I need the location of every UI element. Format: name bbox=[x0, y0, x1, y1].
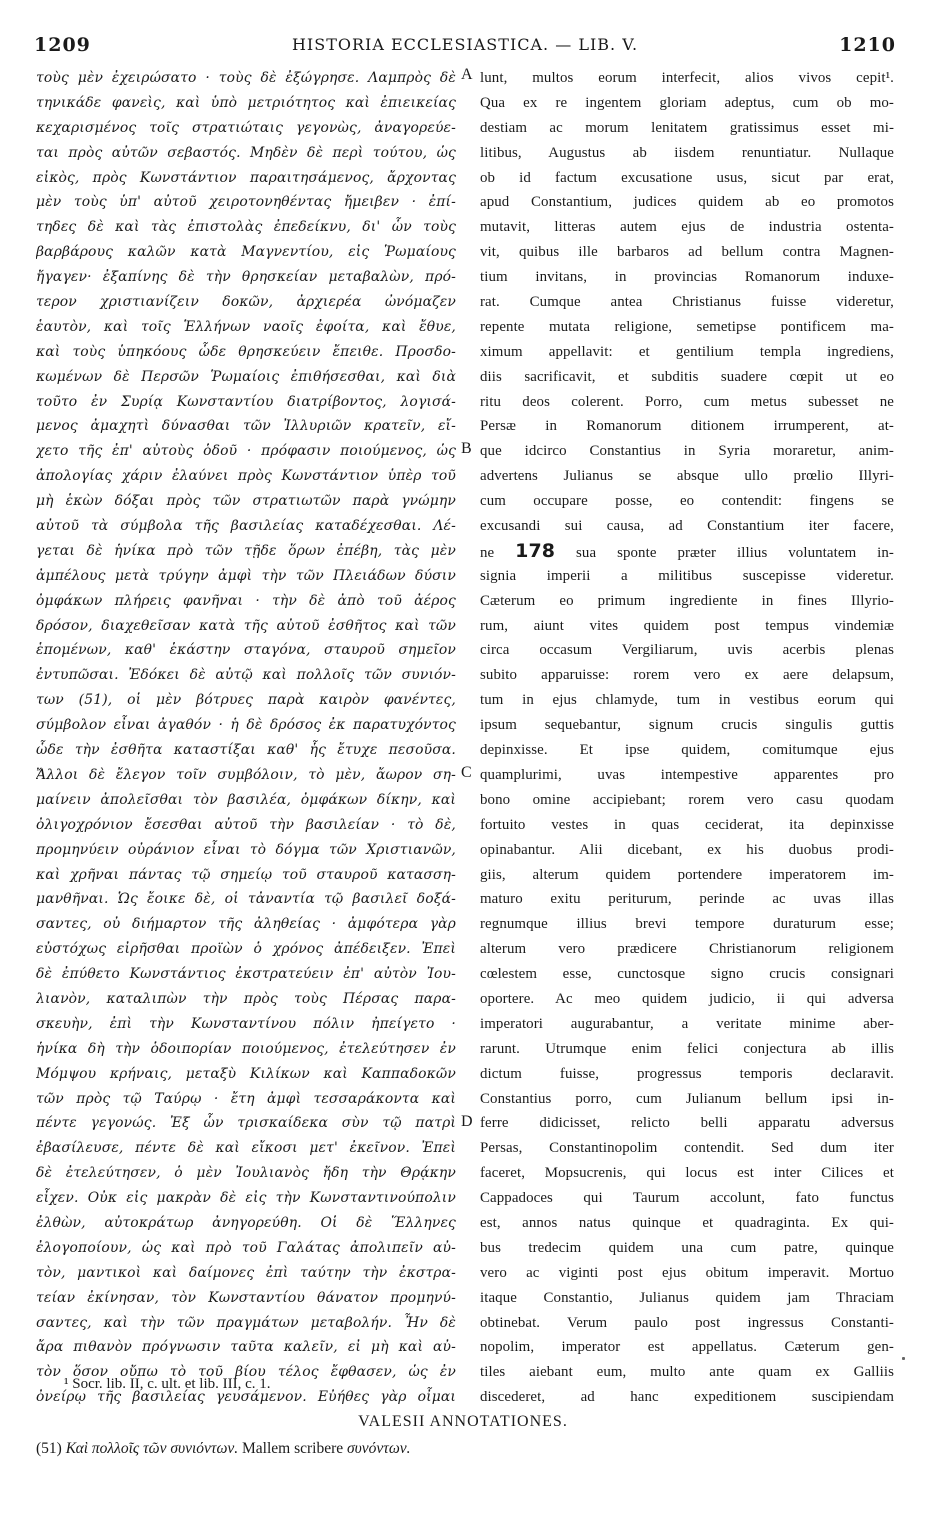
page-header bbox=[34, 34, 896, 58]
greek-line: τείαν ἐκίνησαν, τὸν Κωνσταντίου θάνατον προμηνύ- bbox=[36, 1289, 456, 1306]
footnote: ¹ Socr. lib. II, c. ult. et lib. III, c. 1. bbox=[64, 1376, 271, 1392]
greek-line: τερον χριστιανίζειν δοκῶν, ἀρχιερέα ὠνόμαζεν bbox=[36, 294, 456, 311]
latin-line: apud Constantium, judices quidem ab eo promotos bbox=[480, 194, 894, 211]
latin-line: vit, quibus ille barbaros ad bellum contra Magnen- bbox=[480, 244, 894, 261]
annotation-entry bbox=[36, 1440, 411, 1458]
latin-line: rarunt. Utrumque enim felici conjectura ab illis bbox=[480, 1040, 894, 1057]
greek-line: ται πρὸς αὐτῶν σεβαστός. Μηδὲν δὲ περὶ τούτου, ὡς bbox=[36, 144, 456, 161]
greek-line: δὲ ἐτελεύτησεν, ὁ μὲν Ἰουλιανὸς ἤδη τὴν Θρᾴκην bbox=[36, 1165, 456, 1182]
left-page-number: 1209 bbox=[34, 34, 91, 56]
latin-line: opinabantur. Alii dicebant, ex his duobus prodi- bbox=[480, 841, 894, 858]
latin-line: signia imperii a militibus suscepisse videretur. bbox=[480, 567, 894, 584]
latin-line: subito apparuisse: rorem vero ex aere delapsum, bbox=[480, 667, 894, 684]
stray-mark bbox=[902, 1357, 905, 1360]
latin-line: Qua ex re ingentem gloriam adeptus, cum ob mo- bbox=[480, 94, 894, 111]
latin-line: destiam ac morum lenitatem gratissimus esset mi- bbox=[480, 119, 894, 136]
greek-line: μανθῆναι. Ὡς ἔοικε δὲ, οἱ τἀναντία τῷ βασιλεῖ δοξά- bbox=[36, 891, 456, 908]
latin-line: Constantius porro, cum Julianum bellum ipsi in- bbox=[480, 1090, 894, 1107]
greek-line: χετο τῆς ἐπ' αὐτοὺς ὁδοῦ · πρόφασιν ποιούμενος, ὡς bbox=[36, 443, 456, 460]
greek-line: σύμβολον εἶναι ἀγαθόν · ἡ δὲ δρόσος ἐκ παρατυχόντος bbox=[36, 717, 456, 734]
latin-line: Persæ in Romanorum ditionem irrumperent, at- bbox=[480, 418, 894, 435]
latin-line: bono omine accipiebant; rorem vero casu quodam bbox=[480, 791, 894, 808]
greek-line: ἄρα πιθανὸν πρόγνωσιν ταῦτα καλεῖν, εἰ μὴ καὶ αὐ- bbox=[36, 1339, 456, 1356]
greek-line: Ἄλλοι δὲ ἔλεγον τοῖν συμβόλοιν, τὸ μὲν, ἄωρον ση- bbox=[36, 766, 456, 783]
greek-line: ἐβασίλευσε, πέντε δὲ καὶ εἴκοσι μετ' ἐκεῖνον. Ἐπεὶ bbox=[36, 1140, 456, 1157]
greek-line: ἐλθὼν, αὐτοκράτωρ ἀνηγορεύθη. Οἱ δὲ Ἕλληνες bbox=[36, 1214, 456, 1231]
latin-line bbox=[480, 539, 894, 564]
greek-line: ἡνίκα δὴ τὴν ὁδοιπορίαν ποιούμενος, ἐτελεύτησεν ἐν bbox=[36, 1040, 456, 1057]
latin-line: ximum appellavit: et gentilium templa ingrediens, bbox=[480, 343, 894, 360]
greek-line: τὸν ὅσον οὔπω τὸ τοῦ βίου τέλος ἔφθασεν, ὡς ἐν bbox=[36, 1364, 456, 1381]
greek-line: ἑπομένων, καθ' ἑκάστην σταγόνα, σταυροῦ σημεῖον bbox=[36, 642, 456, 659]
greek-line: μὲν τοὺς ὑπ' αὐτοῦ χειροτονηθέντας ἤμειβεν · ἐπί- bbox=[36, 194, 456, 211]
right-page-number: 1210 bbox=[839, 34, 896, 56]
greek-line: εἰκὸς, πρὸς Κωνστάντιον παραιτησάμενος, ἄρχοντας bbox=[36, 169, 456, 186]
running-title: HISTORIA ECCLESIASTICA. — LIB. V. bbox=[291, 35, 639, 54]
section-marker-a: A bbox=[461, 66, 473, 83]
greek-line: ἑαυτὸν, καὶ τοῖς Ἑλλήνων ναοῖς ἐφοίτα, καὶ ἔθυε, bbox=[36, 318, 456, 335]
greek-column bbox=[36, 66, 456, 1410]
greek-line: τηδες δὲ καὶ τὰς ἐπιστολὰς ἐπεδείκνυ, δι' ὧν τοὺς bbox=[36, 219, 456, 236]
greek-line: ἀμπέλους μετὰ τρύγην ἀμφὶ τὴν τῶν Πλειάδων δύσιν bbox=[36, 567, 456, 584]
latin-line: excusandi sui causa, ad Constantium iter facere, bbox=[480, 518, 894, 535]
greek-line: τὸν, μαντικοὶ καὶ δαίμονες ἐπὶ ταύτην τὴν ἐκστρα- bbox=[36, 1264, 456, 1281]
greek-line: βαρβάρους καλῶν κατὰ Μαγνεντίου, εἰς Ῥωμαίους bbox=[36, 244, 456, 261]
greek-line: ἤγαγεν· ἐξαπίνης δὲ τὴν θρησκείαν μεταβαλὼν, πρό- bbox=[36, 269, 456, 286]
latin-line: circa occasum Vergiliarum, uvis acerbis plenas bbox=[480, 642, 894, 659]
greek-line: Μόμψου κρήναις, μεταξὺ Κιλίκων καὶ Καππαδοκῶν bbox=[36, 1065, 456, 1082]
greek-line: σαντες, οὐ διήμαρτον τῆς ἀληθείας · ἀμφότερα γὰρ bbox=[36, 916, 456, 933]
latin-line: est, annos natus quinque et quadraginta. Ex qui- bbox=[480, 1214, 894, 1231]
latin-line: vero ac viginti post ejus obitum imperavit. Mortuo bbox=[480, 1264, 894, 1281]
latin-line: quamplurimi, uvas intempestive apparentes pro bbox=[480, 766, 894, 783]
greek-line: ἐντυπῶσαι. Ἐδόκει δὲ αὐτῷ καὶ πολλοῖς τῶν συνιόν- bbox=[36, 667, 456, 684]
latin-line-text-cont: sua sponte præter illius voluntatem in- bbox=[555, 544, 894, 561]
latin-line: tum in ejus chlamyde, tum in vestibus eorum qui bbox=[480, 692, 894, 709]
latin-line: litibus, Augustus ab iisdem renuntiatur. Nullaque bbox=[480, 144, 894, 161]
greek-line: αὐτοῦ τὰ σύμβολα τῆς βασιλείας καταδέχεσθαι. Λέ- bbox=[36, 518, 456, 535]
latin-line: ferre didicisset, relicto belli apparatu adversus bbox=[480, 1115, 894, 1132]
latin-line: rat. Cumque antea Christianus fuisse videretur, bbox=[480, 294, 894, 311]
section-marker-b: B bbox=[461, 440, 472, 457]
greek-line: ὀλιγοχρόνιον ἔσεσθαι αὐτοῦ τὴν βασιλείαν · τὸ δὲ, bbox=[36, 816, 456, 833]
marginal-page-number: 178 bbox=[515, 539, 556, 562]
greek-line: καὶ χρῆναι πάντας τῷ σημείῳ τοῦ σταυροῦ κατασση- bbox=[36, 866, 456, 883]
latin-line: fortuito vestes in quas ceciderat, ita depinxisse bbox=[480, 816, 894, 833]
greek-line: κωμένων δὲ Περσῶν Ῥωμαίοις ἐπιθήσεσθαι, καὶ διὰ bbox=[36, 368, 456, 385]
section-marker-d: D bbox=[461, 1113, 473, 1130]
greek-line: μενος ἀμαχητὶ δύνασθαι τῶν Ἰλλυριῶν κρατεῖν, εἴ- bbox=[36, 418, 456, 435]
latin-line: tium invitans, in provincias Romanorum induxe- bbox=[480, 269, 894, 286]
greek-line: των (51), οἱ μὲν βότρυες παρὰ καιρὸν φανέντες, bbox=[36, 692, 456, 709]
greek-line: δρόσον, διαχεθεῖσαν κατὰ τῆς αὐτοῦ ἐσθῆτος καὶ τῶν bbox=[36, 617, 456, 634]
latin-line-text: ne bbox=[480, 544, 516, 561]
greek-line: δὲ ἐπύθετο Κωνστάντιος ἐκστρατεύειν ἐπ' αὐτὸν Ἰου- bbox=[36, 966, 456, 983]
latin-line: maturo exitu periturum, perinde ac uvas illas bbox=[480, 891, 894, 908]
greek-line: τοὺς μὲν ἐχειρώσατο · τοὺς δὲ ἐξώγρησε. Λαμπρὸς δὲ bbox=[36, 70, 456, 86]
latin-column bbox=[480, 66, 894, 1410]
latin-line: cum occupare posse, eo contendit: fingens se bbox=[480, 493, 894, 510]
greek-line: σκευὴν, ἐπὶ τὴν Κωνσταντίνου πόλιν ἠπείγετο · bbox=[36, 1015, 456, 1032]
latin-line: repente mutata religione, semetipse pontificem ma- bbox=[480, 318, 894, 335]
latin-line: ipsum sequebantur, signum crucis singulis guttis bbox=[480, 717, 894, 734]
greek-line: προμηνύειν οὐράνιον εἶναι τὸ δόγμα τῶν Χριστιανῶν, bbox=[36, 841, 456, 858]
greek-line: πέντε γεγονώς. Ἐξ ὧν τρισκαίδεκα σὺν τῷ πατρὶ bbox=[36, 1115, 456, 1132]
latin-line: discederet, ad hanc expeditionem suscipiendam bbox=[480, 1389, 894, 1406]
greek-line: κεχαρισμένος τοῖς στρατιώταις γεγονὼς, ἀναγορεύε- bbox=[36, 119, 456, 136]
latin-line: diis sacrificavit, et subditis suadere cœpit ut eo bbox=[480, 368, 894, 385]
greek-line: εἶχεν. Οὐκ εἰς μακρὰν δὲ εἰς τὴν Κωνσταντινούπολιν bbox=[36, 1190, 456, 1207]
section-marker-c: C bbox=[461, 764, 472, 781]
greek-line: ἀπολογίας χάριν ἐλαύνει πρὸς Κωνστάντιον ὑπὲρ τοῦ bbox=[36, 468, 456, 485]
latin-line: advertens Julianus se absque ullo prœlio Illyri- bbox=[480, 468, 894, 485]
annotation-greek-lemma: Καὶ πολλοῖς τῶν συνιόντων. bbox=[65, 1440, 239, 1457]
greek-line: τῶν πρὸς τῷ Ταύρῳ · ἔτη ἀμφὶ τεσσαράκοντα καὶ bbox=[36, 1090, 456, 1107]
latin-line: dictum fuisse, progressus temporis declaravit. bbox=[480, 1065, 894, 1082]
greek-line: γεται δὲ ἡνίκα πρὸ τῶν τῇδε ὅρων ἐπέβη, τὰς μὲν bbox=[36, 542, 456, 559]
greek-line: τηνικάδε φανεὶς, καὶ ὑπὸ μετριότητος καὶ ἐπιεικείας bbox=[36, 94, 456, 111]
annotation-number: (51) bbox=[36, 1440, 62, 1457]
latin-line: oportere. Ac meo quidem judicio, ii qui adversa bbox=[480, 990, 894, 1007]
latin-line: itaque Constantio, Julianus quidem jam Thraciam bbox=[480, 1289, 894, 1306]
latin-line: ob id factum excusatione usus, sicut par erat, bbox=[480, 169, 894, 186]
greek-line: ὀμφάκων πλήρεις φανῆναι · τὴν δὲ ἀπὸ τοῦ ἀέρος bbox=[36, 592, 456, 609]
greek-line: λιανὸν, καταλιπὼν τὴν πρὸς τοὺς Πέρσας παρα- bbox=[36, 990, 456, 1007]
annotations-heading: VALESII ANNOTATIONES. bbox=[358, 1413, 568, 1430]
latin-line: giis, alterum quidem portendere imperatorem im- bbox=[480, 866, 894, 883]
greek-line: εὐστόχως εἰρῆσθαι προϊὼν ὁ χρόνος ἀπέδειξεν. Ἐπεὶ bbox=[36, 941, 456, 958]
latin-line: alterum vero prædicere Christianorum religionem bbox=[480, 941, 894, 958]
greek-line: ὀνείρῳ τῆς βασιλείας γευσάμενον. Εὐήθες γὰρ οἶμαι bbox=[36, 1389, 456, 1406]
latin-line: nopolim, imperator est appellatus. Cæterum gen- bbox=[480, 1339, 894, 1356]
latin-line: obtinebat. Verum paulo post ingressus Constanti- bbox=[480, 1314, 894, 1331]
greek-line: σαντες, καὶ τὴν τῶν πραγμάτων μεταβολήν. Ἦν δὲ bbox=[36, 1314, 456, 1331]
latin-line: imperatori augurabantur, a veritate minime aber- bbox=[480, 1015, 894, 1032]
latin-line: que idcirco Constantius in Syria moraretur, anim- bbox=[480, 443, 894, 460]
latin-line: cœlestem esse, cunctosque signo crucis consignari bbox=[480, 966, 894, 983]
latin-line: faceret, Mopsucrenis, qui locus est inter Cilices et bbox=[480, 1165, 894, 1182]
greek-line: ὧδε τὴν ἐσθῆτα καταστίξαι καθ' ἧς ἔτυχε πεσοῦσα. bbox=[36, 742, 456, 759]
latin-line: lunt, multos eorum interfecit, alios vivos cepit¹. bbox=[480, 70, 894, 86]
greek-line: μαίνειν ἀπολεῖσθαι τὸν βασιλέα, ὀμφάκων δίκην, καὶ bbox=[36, 791, 456, 808]
greek-line: τοῦτο ἐν Συρίᾳ Κωνσταντίου διατρίβοντος, λογισά- bbox=[36, 393, 456, 410]
greek-line: μὴ ἑκὼν δόξαι πρὸς τῶν στρατιωτῶν παρὰ γνώμην bbox=[36, 493, 456, 510]
latin-line: Cappadoces qui Taurum accolunt, fato functus bbox=[480, 1190, 894, 1207]
latin-line: tiles aiebant eum, multo ante quam ex Galliis bbox=[480, 1364, 894, 1381]
annotation-text: Mallem scribere bbox=[242, 1440, 344, 1457]
latin-line: mutavit, litteras autem ejus de industria ostenta- bbox=[480, 219, 894, 236]
latin-line: Persas, Constantinopolim contendit. Sed dum iter bbox=[480, 1140, 894, 1157]
annotation-greek-correction: συνόντων. bbox=[347, 1440, 411, 1457]
latin-line: rum, aiunt vites quidem post tempus vindemiæ bbox=[480, 617, 894, 634]
latin-line: depinxisse. Et ipse quidem, comitumque ejus bbox=[480, 742, 894, 759]
latin-line: ritu deos colerent. Porro, cum metus subesset ne bbox=[480, 393, 894, 410]
greek-line: ἐλογοποίουν, ὡς καὶ πρὸ τοῦ Γαλάτας ἀπολιπεῖν αὐ- bbox=[36, 1239, 456, 1256]
latin-line: bus tredecim quidem una cum patre, quinque bbox=[480, 1239, 894, 1256]
latin-line: regnumque illius brevi tempore duraturum esse; bbox=[480, 916, 894, 933]
latin-line: Cæterum eo primum ingrediente in fines Illyrio- bbox=[480, 592, 894, 609]
greek-line: καὶ τοὺς ὑπηκόους ὧδε θρησκεύειν ἔπειθε. Προσδο- bbox=[36, 343, 456, 360]
